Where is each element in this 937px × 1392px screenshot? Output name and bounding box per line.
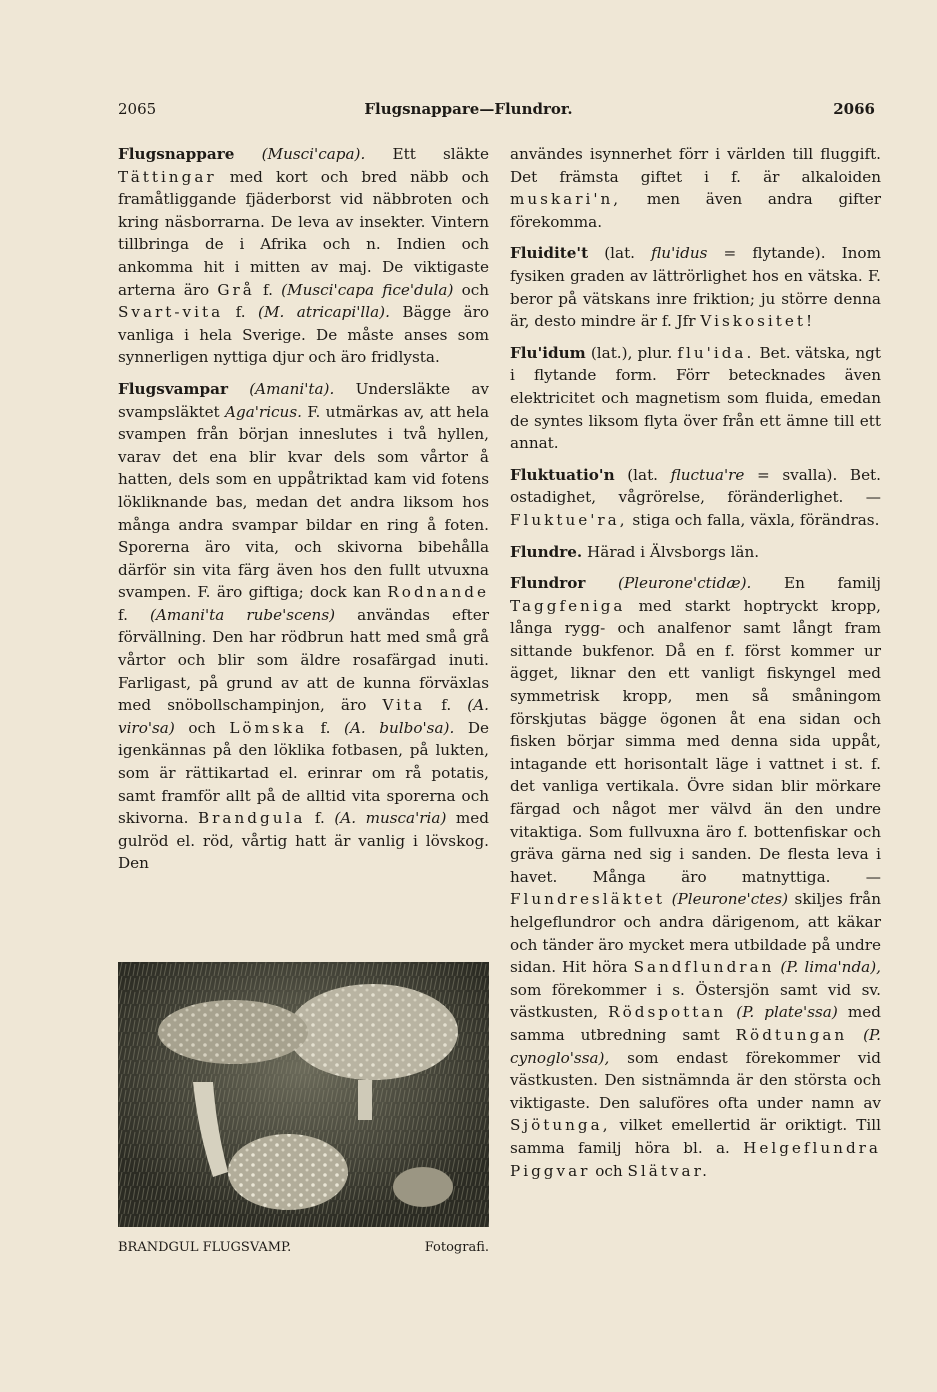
page-number-left: 2065: [118, 100, 157, 118]
headword: Flugsvampar: [118, 379, 228, 398]
entry-fluktuation: Fluktuatio'n (lat. fluctua're = svalla). Bet. ostadighet, vågrörelse, föränderlighet. — Fluktue'ra, stiga och falla, växla, förändras.: [510, 465, 881, 529]
entry-fluiditet: Fluidite't (lat. flu'idus = flytande). Inom fysiken graden av lättrörlighet hos en vätska. F. beror på vätskans inre friktion; ju större denna är, desto mindre är f. Jfr Viskositet!: [510, 244, 881, 331]
entry-flugsnappare: Flugsnappare (Musci'capa). Ett släkte Tättingar med kort och bred näbb och framåtliggande fjäderborst vid näbbroten och kring näsborrarna. De leva av insekter. Vintern tillbringa de i Afrika och n. Indien och ankomma hit i mitten av maj. De viktigaste arterna äro Grå f. (Musci'capa fice'dula) och Svart-vita f. (M. atricapi'lla). Bägge äro vanliga i hela Sverige. De måste anses som synnerligen nyttiga djur och äro fridlysta.: [118, 145, 490, 367]
entry-flugsvampar: Flugsvampar (Amani'ta). Undersläkte av svampsläktet Aga'ricus. F. utmärkas av, att hela svampen från början inneslutes i två hyllen, varav det ena blir kvar dels som vårtor å hatten, dels som en uppåtriktad kam vid fotens lökliknande bas, medan det andra liksom hos många andra svampar bildar en ring å foten. Sporerna äro vita, och skivorna bibehålla därför sin vita färg även hos den fullt utvuxna svampen. F. äro giftiga; dock kan Rodnande f. (Amani'ta rube'scens) användas efter förvällning. Den har rödbrun hatt med små grå vårtor och blir som äldre rosafärgad inuti. Farligast, på grund av att de kunna förväxlas med snöbollschampinjon, äro Vita f. (A. viro'sa) och Lömska f. (A. bulbo'sa). De igenkännas på den löklika fotbasen, på lukten, som är rättikartad el. erinrar om rå potatis, samt framför allt på de alltid vita sporerna och skivorna. Brandgula f. (A. musca'ria) med gulröd el. röd, vårtig hatt är vanlig i lövskog. Den: [118, 379, 490, 873]
running-title: Flugsnappare—Flundror.: [364, 100, 573, 118]
headword: Fluktuatio'n: [510, 465, 615, 484]
headword: Flundror: [510, 574, 586, 593]
right-column: [510, 143, 881, 1191]
entry-fluidum: Flu'idum (lat.), plur. flu'ida. Bet. vätska, ngt i flytande form. Förr betecknades även elektricitet och magnetism som fluida, emedan de syntes liksom flyta över från ett ämne till ett annat.: [510, 343, 881, 453]
headword: Fluidite't: [510, 244, 589, 263]
headword: Flundre.: [510, 542, 583, 561]
photo-caption: [118, 1240, 489, 1255]
caption-credit: Fotografi.: [424, 1240, 489, 1255]
left-column: [118, 143, 489, 884]
page-number-right: 2066: [833, 100, 875, 118]
headword: Flu'idum: [510, 343, 586, 362]
mushroom-illustration: [118, 962, 489, 1227]
headword: Flugsnappare: [118, 145, 235, 163]
entry-flundre: Flundre. Härad i Älvsborgs län.: [510, 542, 760, 561]
caption-title: BRANDGUL FLUGSVAMP.: [118, 1240, 292, 1255]
entry-continuation: användes isynnerhet förr i världen till fluggift. Det främsta giftet i f. är alkaloiden muskari'n, men även andra gifter förekomma.: [510, 145, 881, 231]
mushroom-photograph: [118, 962, 489, 1227]
entry-flundror: Flundror (Pleurone'ctidæ). En familj Taggfeniga med starkt hoptryckt kropp, långa rygg- och analfenor samt långt fram sittande bukfenor. Då en f. först kommer ur ägget, liknar den ett vanligt fiskyngel med symmetrisk kropp, men så småningom förskjutas bägge ögonen åt ena sidan och fisken börjar simma med denna sida uppåt, intagande ett horisontalt läge i vattnet i st. f. det vanliga vertikala. Övre sidan blir mörkare färgad och något mer välvd än den undre vitaktiga. Som fullvuxna äro f. bottenfiskar och gräva gärna ned sig i sanden. De flesta leva i havet. Många äro matnyttiga. — Flundresläktet (Pleurone'ctes) skiljes från helgeflundror och andra därigenom, att käkar och tänder äro mycket mera utbildade på undre sidan. Hit höra Sandflundran (P. lima'nda), som förekommer i s. Östersjön samt vid sv. västkusten, Rödspottan (P. plate'ssa) med samma utbredning samt Rödtungan (P. cynoglo'ssa), som endast förekommer vid västkusten. Den sistnämnda är den största och viktigaste. Den saluföres ofta under namn av Sjötunga, vilket emellertid är oriktigt. Till samma familj höra bl. a. Helgeflundra Piggvar och Slätvar.: [510, 574, 882, 1180]
